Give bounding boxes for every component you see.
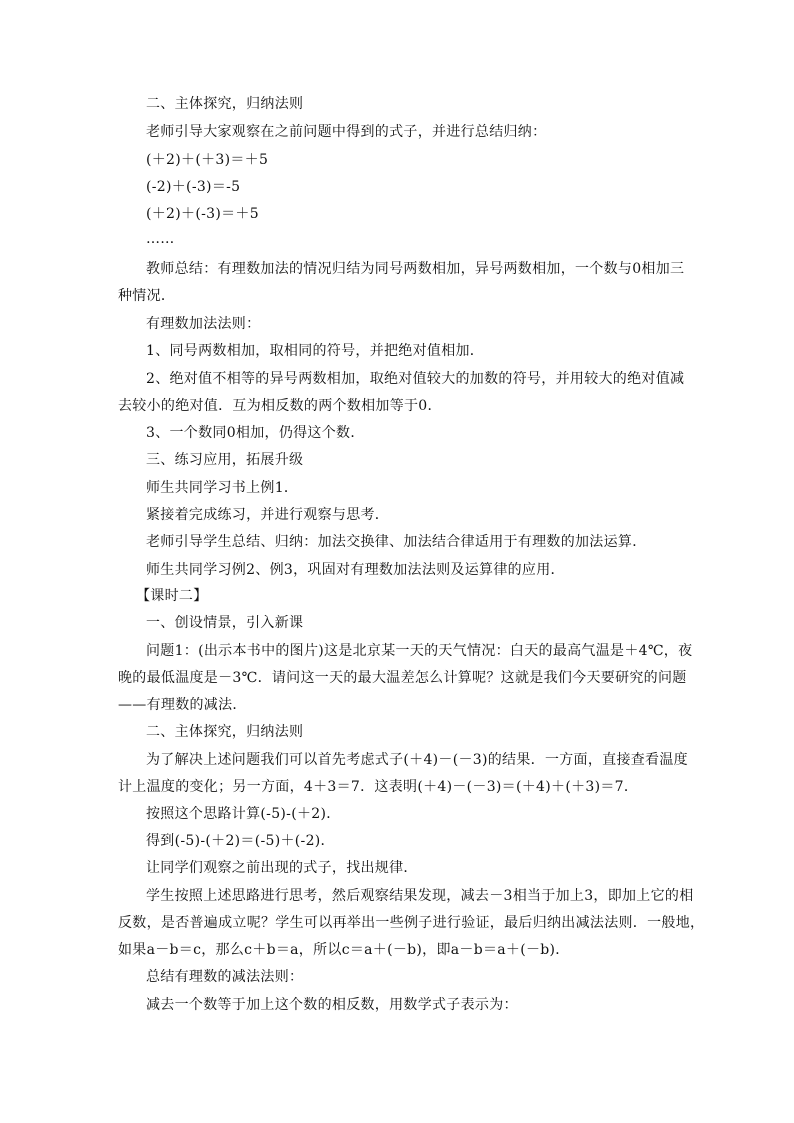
rule-line: 2、绝对值不相等的异号两数相加，取绝对值较大的加数的符号，并用较大的绝对值减: [146, 371, 685, 387]
paragraph-line: 晚的最低温度是－3℃．请问这一天的最大温差怎么计算呢？这就是我们今天要研究的问题: [118, 670, 687, 686]
rule-line: 去较小的绝对值．互为相反数的两个数相加等于0．: [118, 398, 442, 414]
formula-line: (＋2)＋(-3)＝＋5: [146, 206, 259, 222]
paragraph-line: 反数，是否普遍成立呢？学生可以再举出一些例子进行验证，最后归纳出减法法则．一般地，: [118, 915, 705, 931]
subheading: 总结有理数的减法法则：: [146, 969, 304, 985]
paragraph-line: 教师总结：有理数加法的情况归结为同号两数相加，异号两数相加，一个数与0相加三: [146, 261, 685, 277]
paragraph-line: 为了解决上述问题我们可以首先考虑式子(＋4)－(－3)的结果．一方面，直接查看温度: [146, 752, 688, 768]
formula-line: (-2)＋(-3)＝-5: [146, 179, 241, 195]
paragraph-line: 让同学们观察之前出现的式子，找出规律．: [146, 860, 418, 876]
paragraph-line: 老师引导学生总结、归纳：加法交换律、加法结合律适用于有理数的加法运算．: [146, 534, 647, 550]
paragraph-line: 学生按照上述思路进行思考，然后观察结果发现，减去－3相当于加上3，即加上它的相: [146, 888, 694, 904]
paragraph-line: 得到(-5)-(＋2)＝(-5)＋(-2)．: [146, 833, 335, 849]
paragraph-line: 计上温度的变化；另一方面，4＋3＝7．这表明(＋4)－(－3)＝(＋4)＋(＋3)＝7．: [118, 779, 639, 795]
paragraph-line: 问题1：(出示本书中的图片)这是北京某一天的天气情况：白天的最高气温是＋4℃，夜: [146, 643, 693, 659]
lesson-heading: 【课时二】: [136, 588, 208, 604]
section-heading: 一、创设情景，引入新课: [146, 615, 304, 631]
rule-line: 1、同号两数相加，取相同的符号，并把绝对值相加．: [146, 343, 485, 359]
rule-line: 3、一个数同0相加，仍得这个数．: [146, 425, 365, 441]
paragraph-line: 减去一个数等于加上这个数的相反数，用数学式子表示为：: [146, 997, 518, 1013]
paragraph-line: 师生共同学习书上例1．: [146, 480, 299, 496]
subheading: 有理数加法法则：: [146, 316, 261, 332]
section-heading: 二、主体探究，归纳法则: [146, 724, 304, 740]
paragraph-line: ——有理数的减法．: [118, 697, 247, 713]
ellipsis-line: ……: [146, 231, 175, 247]
paragraph-line: 紧接着完成练习，并进行观察与思考．: [146, 507, 390, 523]
paragraph-line: 按照这个思路计算(-5)-(＋2)．: [146, 806, 341, 822]
paragraph-line: 师生共同学习例2、例3，巩固对有理数加法法则及运算律的应用．: [146, 562, 565, 578]
formula-line: (＋2)＋(＋3)＝＋5: [146, 152, 269, 168]
paragraph-line: 种情况．: [118, 288, 176, 304]
paragraph-line: 如果a－b＝c，那么c＋b＝a，所以c＝a＋(－b)，即a－b＝a＋(－b)．: [118, 942, 570, 958]
section-heading: 二、主体探究，归纳法则: [146, 96, 304, 112]
section-heading: 三、练习应用，拓展升级: [146, 452, 304, 468]
paragraph-line: 老师引导大家观察在之前问题中得到的式子，并进行总结归纳：: [146, 124, 547, 140]
